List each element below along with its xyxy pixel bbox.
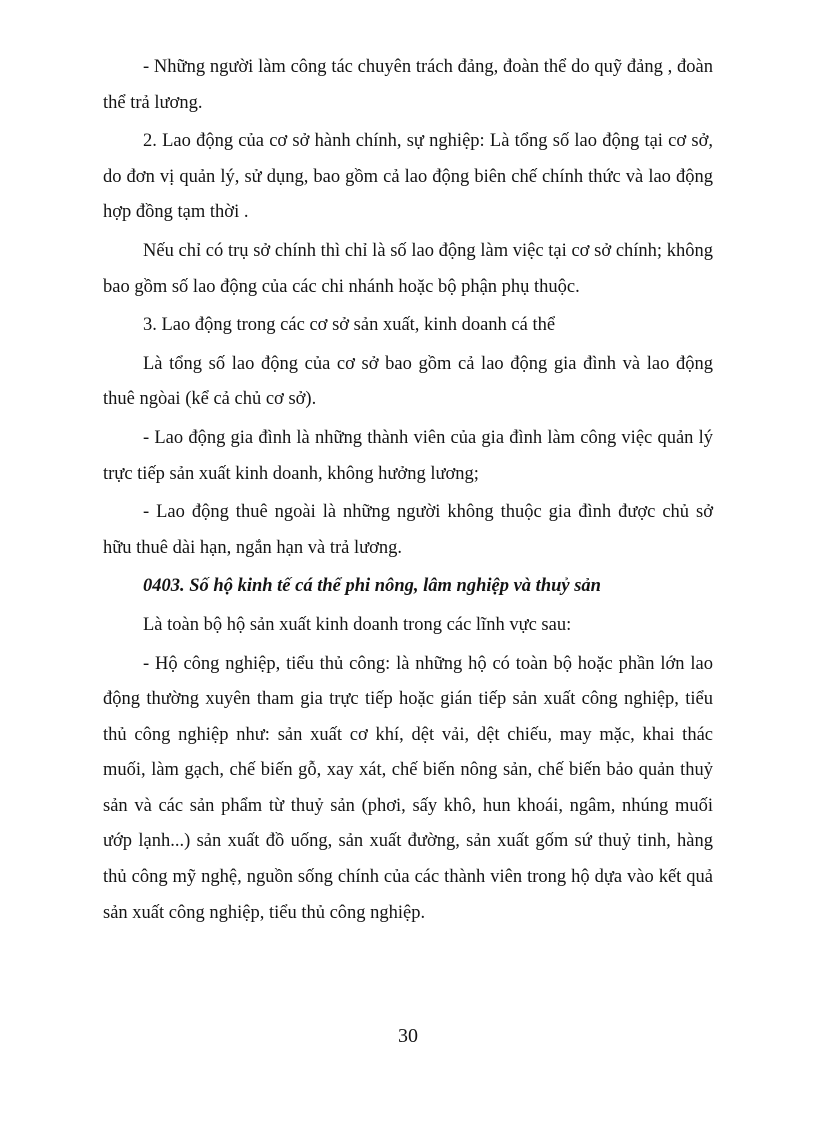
paragraph-hired-labor: - Lao động thuê ngoài là những người không thuộc gia đình được chủ sở hữu thuê dài hạn, ngắn hạn và trả lương. [103,502,713,558]
paragraph-sectors-intro: Là toàn bộ hộ sản xuất kinh doanh trong các lĩnh vực sau: [143,614,572,635]
page-number: 30 [398,1025,418,1047]
paragraph-party-workers: - Những người làm công tác chuyên trách đảng, đoàn thể do quỹ đảng , đoàn thể trả lương. [103,57,713,113]
paragraph-family-labor: - Lao động gia đình là những thành viên của gia đình làm công việc quản lý trực tiếp sản xuất kinh doanh, không hưởng lương; [103,427,713,484]
paragraph-industrial-households: - Hộ công nghiệp, tiểu thủ công: là những hộ có toàn bộ hoặc phần lớn lao động thường xuyên tham gia trực tiếp hoặc gián tiếp sản xuất công nghiệp, tiểu thủ công nghiệp như: sản xuất cơ khí, dệt vải, dệt chiếu, may mặc, khai thác muối, làm gạch, chế biến gỗ, xay xát, chế biến nông sản, chế biến bảo quản thuỷ sản và các sản phẩm từ thuỷ sản (phơi, sấy khô, hun khoái, ngâm, nhúng muối ướp lạnh...) sản xuất đồ uống, sản xuất đường, sản xuất gốm sứ thuỷ tinh, hàng thủ công mỹ nghệ, nguồn sống chính của các thành viên trong hộ dựa vào kết quả sản xuất công nghiệp, tiểu thủ công nghiệp. [103,653,713,923]
paragraph-admin-labor: 2. Lao động của cơ sở hành chính, sự nghiệp: Là tổng số lao động tại cơ sở, do đơn vị quản lý, sử dụng, bao gồm cả lao động biên chế chính thức và lao động hợp đồng tạm thời . [103,131,713,223]
body-text [103,50,713,931]
paragraph-head-office: Nếu chỉ có trụ sở chính thì chỉ là số lao động làm việc tại cơ sở chính; không bao gồm số lao động của các chi nhánh hoặc bộ phận phụ thuộc. [103,240,713,297]
section-heading-0403: 0403. Số hộ kinh tế cá thể phi nông, lâm nghiệp và thuỷ sản [143,576,601,597]
paragraph-individual-labor: 3. Lao động trong các cơ sở sản xuất, kinh doanh cá thể [143,315,556,336]
paragraph-total-labor: Là tổng số lao động của cơ sở bao gồm cả lao động gia đình và lao động thuê ngòai (kể cả chủ cơ sở). [103,353,713,410]
